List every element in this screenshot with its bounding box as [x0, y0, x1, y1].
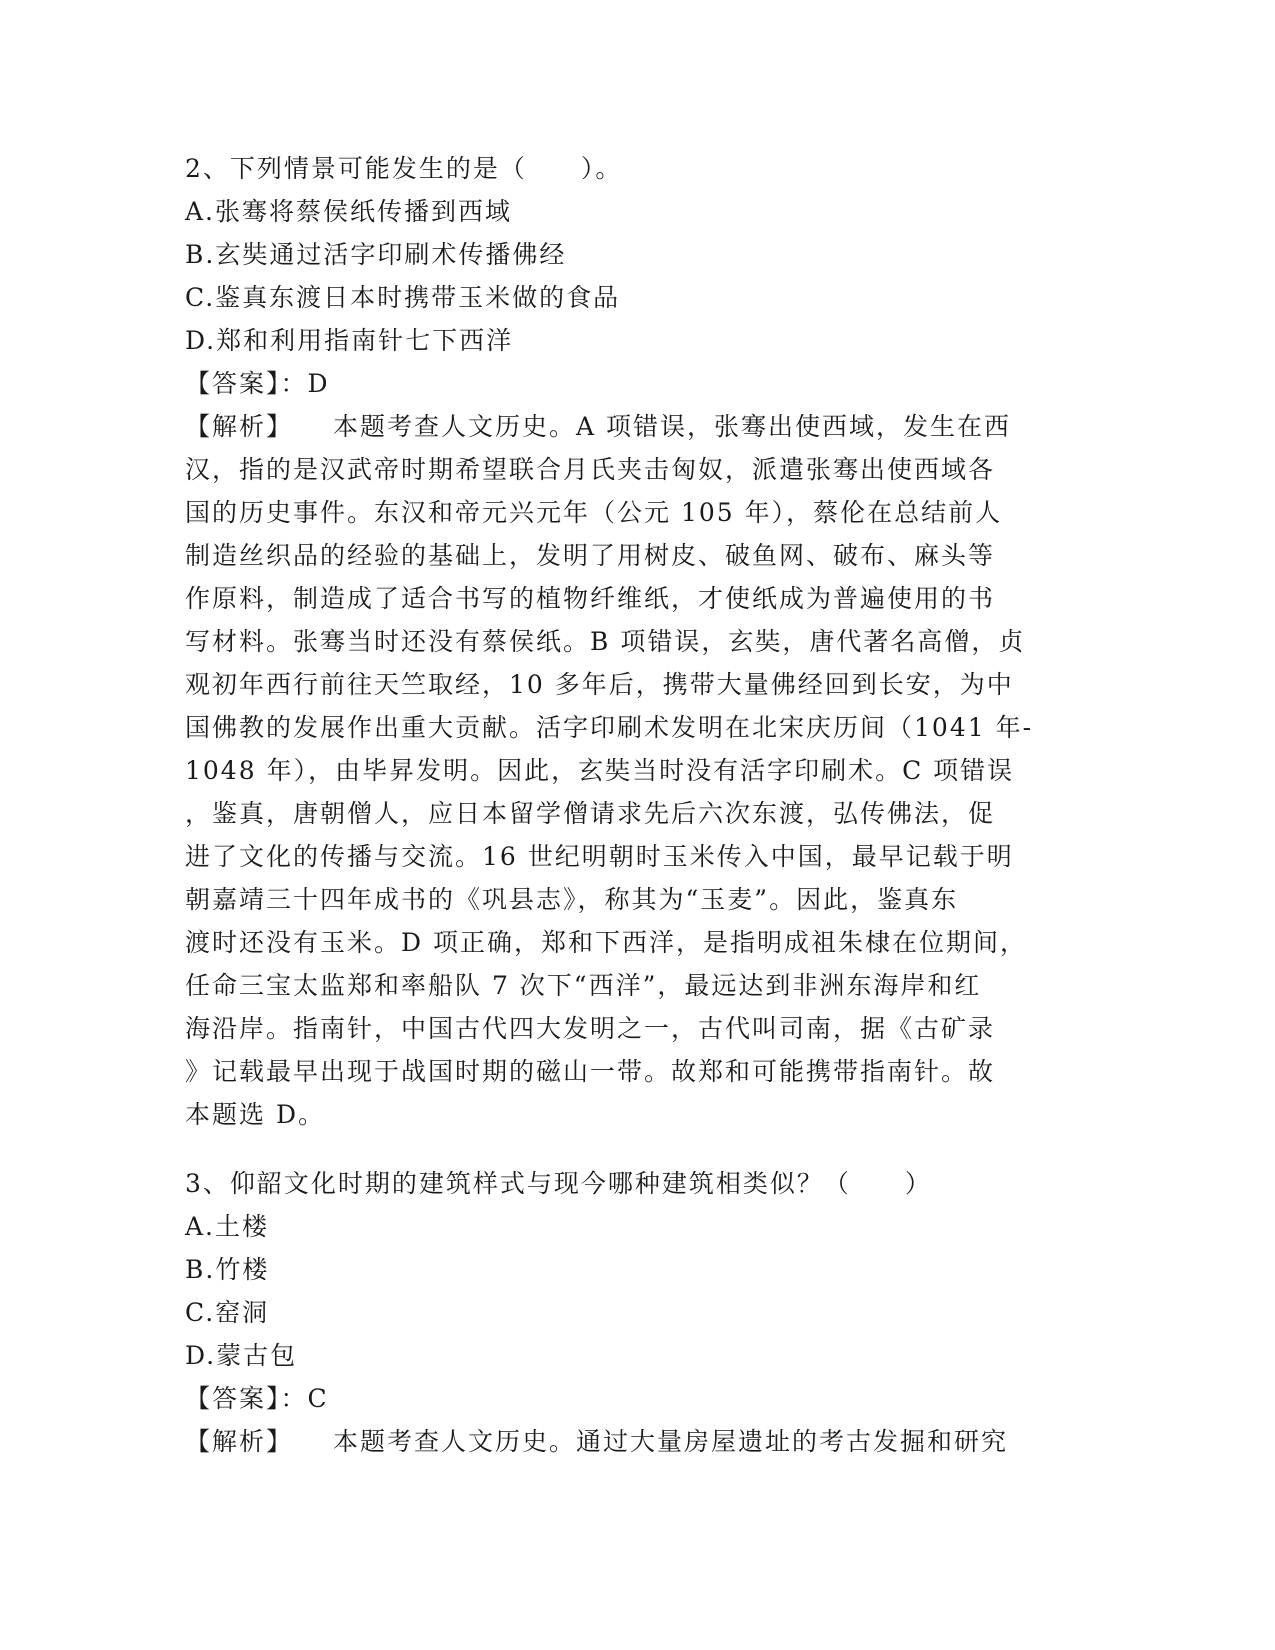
analysis-line: 汉，指的是汉武帝时期希望联合月氏夹击匈奴，派遣张骞出使西域各 — [185, 455, 996, 484]
analysis-line: ，鉴真，唐朝僧人，应日本留学僧请求先后六次东渡，弘传佛法，促 — [185, 799, 996, 828]
option-b: B.竹楼 — [185, 1255, 270, 1284]
option-d: D.蒙古包 — [185, 1341, 298, 1370]
analysis-line: 国佛教的发展作出重大贡献。活字印刷术发明在北宋庆历间（1041 年- — [185, 713, 1034, 742]
analysis-line: 海沿岸。指南针，中国古代四大发明之一，古代叫司南，据《古矿录 — [185, 1014, 996, 1043]
analysis-line: 制造丝织品的经验的基础上，发明了用树皮、破鱼网、破布、麻头等 — [185, 541, 996, 570]
analysis-line: 朝嘉靖三十四年成书的《巩县志》，称其为“玉麦”。因此，鉴真东 — [185, 885, 959, 914]
analysis-line: 写材料。张骞当时还没有蔡侯纸。B 项错误，玄奘，唐代著名高僧，贞 — [185, 627, 1026, 656]
question-stem: 2、下列情景可能发生的是（ ）。 — [185, 154, 623, 183]
analysis-line: 观初年西行前往天竺取经，10 多年后，携带大量佛经回到长安，为中 — [185, 670, 1014, 699]
analysis-block — [185, 1420, 1065, 1463]
option-c: C.窑洞 — [185, 1298, 270, 1327]
analysis-label: 【解析】 — [185, 1427, 294, 1456]
answer-value: D — [307, 369, 330, 398]
analysis-line: 任命三宝太监郑和率船队 7 次下“西洋”，最远达到非洲东海岸和红 — [185, 971, 982, 1000]
option-d: D.郑和利用指南针七下西洋 — [185, 326, 514, 355]
analysis-line: 进了文化的传播与交流。16 世纪明朝时玉米传入中国，最早记载于明 — [185, 842, 1014, 871]
analysis-line: 【解析】 本题考查人文历史。通过大量房屋遗址的考古发掘和研究 — [185, 1427, 1009, 1456]
analysis-line: 渡时还没有玉米。D 项正确，郑和下西洋，是指明成祖朱棣在位期间， — [185, 928, 1027, 957]
answer-line — [185, 362, 1065, 405]
analysis-line: 【解析】 本题考查人文历史。A 项错误，张骞出使西域，发生在西 — [185, 412, 1012, 441]
option-a: A.土楼 — [185, 1212, 270, 1241]
analysis-line: 作原料，制造成了适合书写的植物纤维纸，才使纸成为普遍使用的书 — [185, 584, 996, 613]
answer-label: 【答案】： — [185, 1384, 308, 1413]
answer-value: C — [307, 1384, 329, 1413]
option-b: B.玄奘通过活字印刷术传播佛经 — [185, 240, 567, 269]
option-c: C.鉴真东渡日本时携带玉米做的食品 — [185, 283, 621, 312]
analysis-line: 本题选 D。 — [185, 1100, 325, 1129]
analysis-label: 【解析】 — [185, 412, 294, 441]
option-a: A.张骞将蔡侯纸传播到西域 — [185, 197, 513, 226]
question-stem: 3、仰韶文化时期的建筑样式与现今哪种建筑相类似？（ ） — [185, 1169, 932, 1198]
question-2 — [185, 147, 1065, 1136]
answer-line — [185, 1377, 1065, 1420]
analysis-line: 》记载最早出现于战国时期的磁山一带。故郑和可能携带指南针。故 — [185, 1057, 996, 1086]
analysis-line: 1048 年），由毕昇发明。因此，玄奘当时没有活字印刷术。C 项错误 — [185, 756, 1015, 785]
question-3 — [185, 1162, 1065, 1463]
analysis-line: 国的历史事件。东汉和帝元兴元年（公元 105 年），蔡伦在总结前人 — [185, 498, 1003, 527]
analysis-block — [185, 405, 1065, 1136]
answer-label: 【答案】： — [185, 369, 308, 398]
